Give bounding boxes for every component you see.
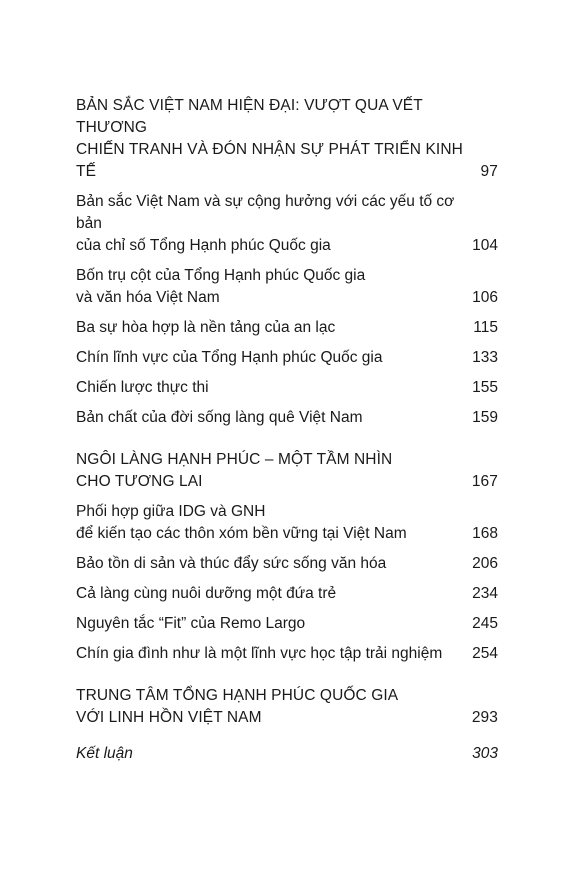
section-title: BẢN SẮC VIỆT NAM HIỆN ĐẠI: VƯỢT QUA VẾT THƯƠNG CHIẾN TRANH VÀ ĐÓN NHẬN SỰ PHÁT TRIỂN KINH TẾ bbox=[76, 97, 463, 180]
entry-title: Bản sắc Việt Nam và sự cộng hưởng với các yếu tố cơ bản của chỉ số Tổng Hạnh phúc Quốc gia bbox=[76, 193, 455, 254]
toc-section-heading[interactable] bbox=[76, 95, 498, 183]
page-number: 115 bbox=[473, 319, 498, 336]
entry-title: Ba sự hòa hợp là nền tảng của an lạc bbox=[76, 319, 336, 336]
page-number: 159 bbox=[472, 409, 498, 426]
entry-title: Cả làng cùng nuôi dưỡng một đứa trẻ bbox=[76, 585, 337, 602]
entry-title: Bản chất của đời sống làng quê Việt Nam bbox=[76, 409, 363, 426]
toc-entry[interactable] bbox=[76, 377, 498, 399]
page-number: 104 bbox=[472, 237, 498, 254]
toc-entry[interactable] bbox=[76, 317, 498, 339]
page-number: 168 bbox=[472, 525, 498, 542]
toc-entry[interactable] bbox=[76, 643, 498, 665]
page-number: 133 bbox=[472, 349, 498, 366]
toc-entry[interactable] bbox=[76, 407, 498, 429]
toc-entry[interactable] bbox=[76, 583, 498, 605]
page-number: 206 bbox=[472, 555, 498, 572]
page-number: 234 bbox=[472, 585, 498, 602]
toc-section-heading[interactable] bbox=[76, 449, 498, 493]
page-number: 167 bbox=[471, 473, 498, 490]
page-number: 106 bbox=[472, 289, 498, 306]
toc-entry[interactable] bbox=[76, 347, 498, 369]
entry-title: Bảo tồn di sản và thúc đẩy sức sống văn hóa bbox=[76, 555, 387, 572]
section-title: TRUNG TÂM TỔNG HẠNH PHÚC QUỐC GIA VỚI LINH HỒN VIỆT NAM bbox=[76, 687, 399, 726]
toc-conclusion[interactable] bbox=[76, 743, 498, 765]
entry-title: Chiến lược thực thi bbox=[76, 379, 209, 396]
page-number: 303 bbox=[472, 745, 498, 762]
section-title: NGÔI LÀNG HẠNH PHÚC – MỘT TẦM NHÌN CHO TƯƠNG LAI bbox=[76, 451, 393, 490]
page-number: 97 bbox=[480, 163, 498, 180]
page-number: 254 bbox=[472, 645, 498, 662]
entry-title: Bốn trụ cột của Tổng Hạnh phúc Quốc gia và văn hóa Việt Nam bbox=[76, 267, 366, 306]
entry-title: Chín gia đình như là một lĩnh vực học tập trải nghiệm bbox=[76, 645, 443, 662]
toc-section-heading[interactable] bbox=[76, 685, 498, 729]
page-number: 155 bbox=[472, 379, 498, 396]
toc-entry[interactable] bbox=[76, 501, 498, 545]
toc-entry[interactable] bbox=[76, 265, 498, 309]
entry-title: Phối hợp giữa IDG và GNH để kiến tạo các thôn xóm bền vững tại Việt Nam bbox=[76, 503, 407, 542]
toc-entry[interactable] bbox=[76, 553, 498, 575]
page-number: 293 bbox=[471, 709, 498, 726]
toc-entry[interactable] bbox=[76, 613, 498, 635]
entry-title: Nguyên tắc “Fit” của Remo Largo bbox=[76, 615, 306, 632]
entry-title: Chín lĩnh vực của Tổng Hạnh phúc Quốc gia bbox=[76, 349, 383, 366]
toc-entry[interactable] bbox=[76, 191, 498, 257]
table-of-contents bbox=[76, 95, 498, 773]
conclusion-title: Kết luận bbox=[76, 745, 133, 762]
page-number: 245 bbox=[472, 615, 498, 632]
